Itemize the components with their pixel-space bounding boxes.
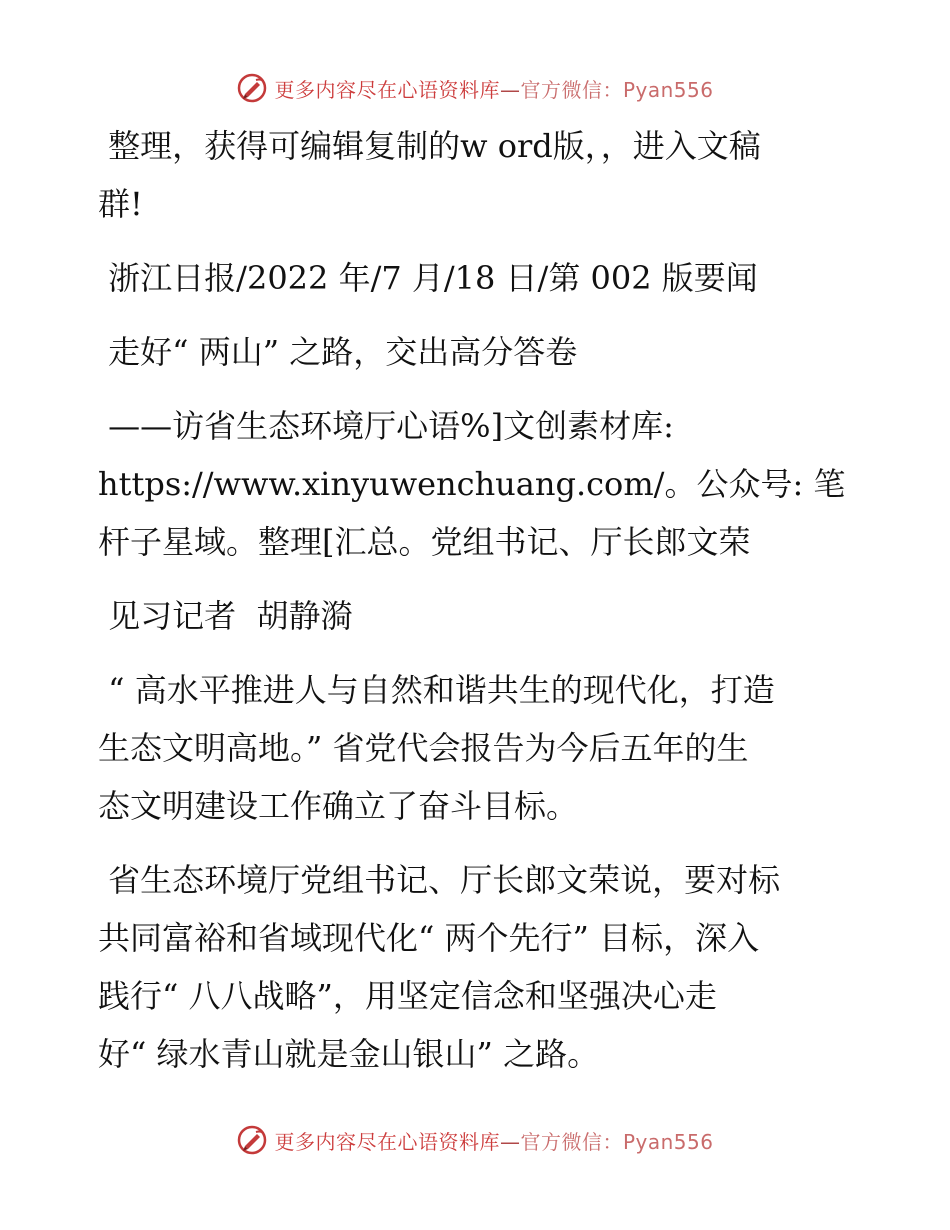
watermark-text: 更多内容尽在心语资料库—官方微信：Pyan556 [274,1129,714,1154]
watermark-banner-bottom [0,1120,950,1160]
pen-logo-icon [236,72,268,104]
text-line: 省生态环境厅党组书记、厅长郎文荣说，要对标 [98,861,781,899]
text-line: 生态文明高地。” 省党代会报告为今后五年的生 [98,729,749,767]
text-line: 浙江日报/2022 年/7 月/18 日/第 002 版要闻 [98,259,758,297]
text-line: ——访省生态环境厅心语%]文创素材库: [98,407,674,445]
text-line: 走好“ 两山” 之路，交出高分答卷 [98,333,578,371]
paragraph-body-2 [98,851,858,1083]
watermark-content [236,72,713,104]
paragraph-intro [98,117,858,233]
text-line: https://www.xinyuwenchuang.com/。公众号: 笔 [98,465,846,503]
watermark-text: 更多内容尽在心语资料库—官方微信：Pyan556 [274,77,714,102]
paragraph-source [98,249,858,307]
text-line: 践行“ 八八战略”，用坚定信念和坚强决心走 [98,977,717,1015]
text-line: 态文明建设工作确立了奋斗目标。 [98,787,579,825]
text-line: “ 高水平推进人与自然和谐共生的现代化，打造 [98,671,775,709]
text-line: 共同富裕和省域现代化“ 两个先行” 目标，深入 [98,919,760,957]
pen-logo-icon [236,1124,268,1156]
text-line: 见习记者 胡静漪 [98,597,353,635]
watermark-content [236,1124,713,1156]
text-line: 群! [98,185,143,223]
paragraph-subtitle [98,397,858,571]
paragraph-body-1 [98,661,858,835]
document-body [98,117,858,1083]
text-line: 杆子星域。整理[汇总。党组书记、厅长郎文荣 [98,523,751,561]
paragraph-byline [98,587,858,645]
watermark-banner-top [0,68,950,108]
paragraph-headline [98,323,858,381]
text-line: 好“ 绿水青山就是金山银山” 之路。 [98,1035,600,1073]
text-line: 整理，获得可编辑复制的w ord版，，进入文稿 [98,127,761,165]
